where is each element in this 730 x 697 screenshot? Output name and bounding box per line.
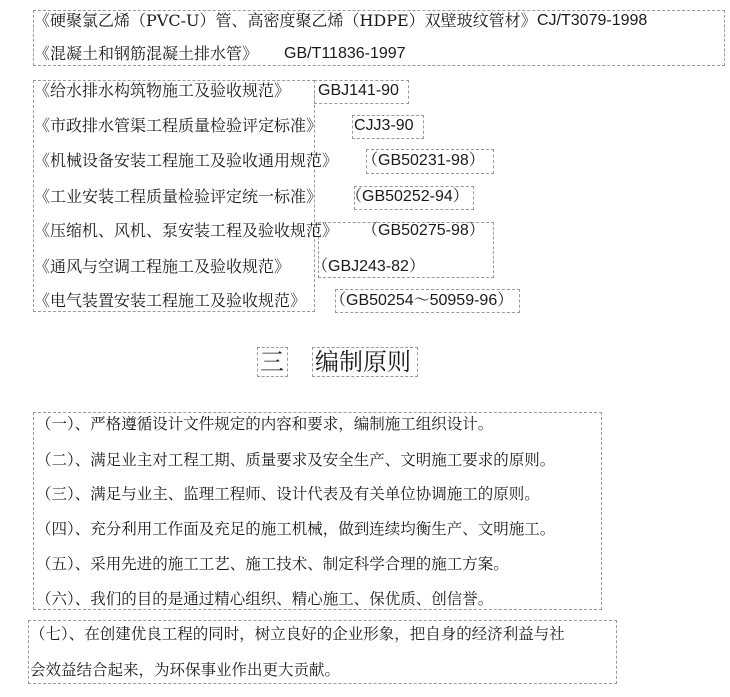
standard-4-code: （GB50231-98） [362,152,485,169]
standard-1-name: 《混凝土和钢筋混凝土排水管》 [34,44,259,63]
standard-7-code: （GBJ243-82） [312,258,425,275]
principles-frame [33,412,602,610]
principle-7-line-1: （七）、在创建优良工程的同时，树立良好的企业形象，把自身的经济利益与社 [30,625,565,643]
standard-1-code: GB/T11836-1997 [284,45,406,62]
standard-4-name: 《机械设备安装工程施工及验收通用规范》 [34,151,339,170]
principle-2: （二）、满足业主对工程工期、质量要求及安全生产、文明施工要求的原则。 [36,451,556,469]
standard-7-name: 《通风与空调工程施工及验收规范》 [34,257,291,276]
standard-5-name: 《工业安装工程质量检验评定统一标准》 [34,187,323,206]
standard-8-code: （GB50254～50959-96） [330,292,514,309]
principle-5: （五）、采用先进的施工工艺、施工技术、制定科学合理的施工方案。 [36,555,509,573]
standard-2-code: GBJ141-90 [318,82,399,99]
principle-6: （六）、我们的目的是通过精心组织、精心施工、保优质、创信誉。 [36,590,494,608]
standard-0-code: CJ/T3079-1998 [537,12,648,29]
principle-1: （一）、严格遵循设计文件规定的内容和要求，编制施工组织设计。 [36,415,494,433]
standard-6-name: 《压缩机、风机、泵安装工程及验收规范》 [34,221,339,240]
standard-5-code: （GB50252-94） [346,188,469,205]
standard-3-code: CJJ3-90 [354,117,414,134]
section-title: 编制原则 [315,348,411,376]
principle-7-line-2: 会效益结合起来，为环保事业作出更大贡献。 [30,661,341,679]
section-number: 三 [260,348,284,376]
standard-8-name: 《电气装置安装工程施工及验收规范》 [34,291,307,310]
standard-3-name: 《市政排水管渠工程质量检验评定标准》 [34,116,323,135]
standard-6-code: （GB50275-98） [362,222,485,239]
principle-3: （三）、满足与业主、监理工程师、设计代表及有关单位协调施工的原则。 [36,485,540,503]
standard-0-name: 《硬聚氯乙烯（PVC-U）管、高密度聚乙烯（HDPE）双壁玻纹管材》 [34,11,537,30]
principle-4: （四）、充分利用工作面及充足的施工机械，做到连续均衡生产、文明施工。 [36,520,556,538]
standard-2-name: 《给水排水构筑物施工及验收规范》 [34,81,291,100]
